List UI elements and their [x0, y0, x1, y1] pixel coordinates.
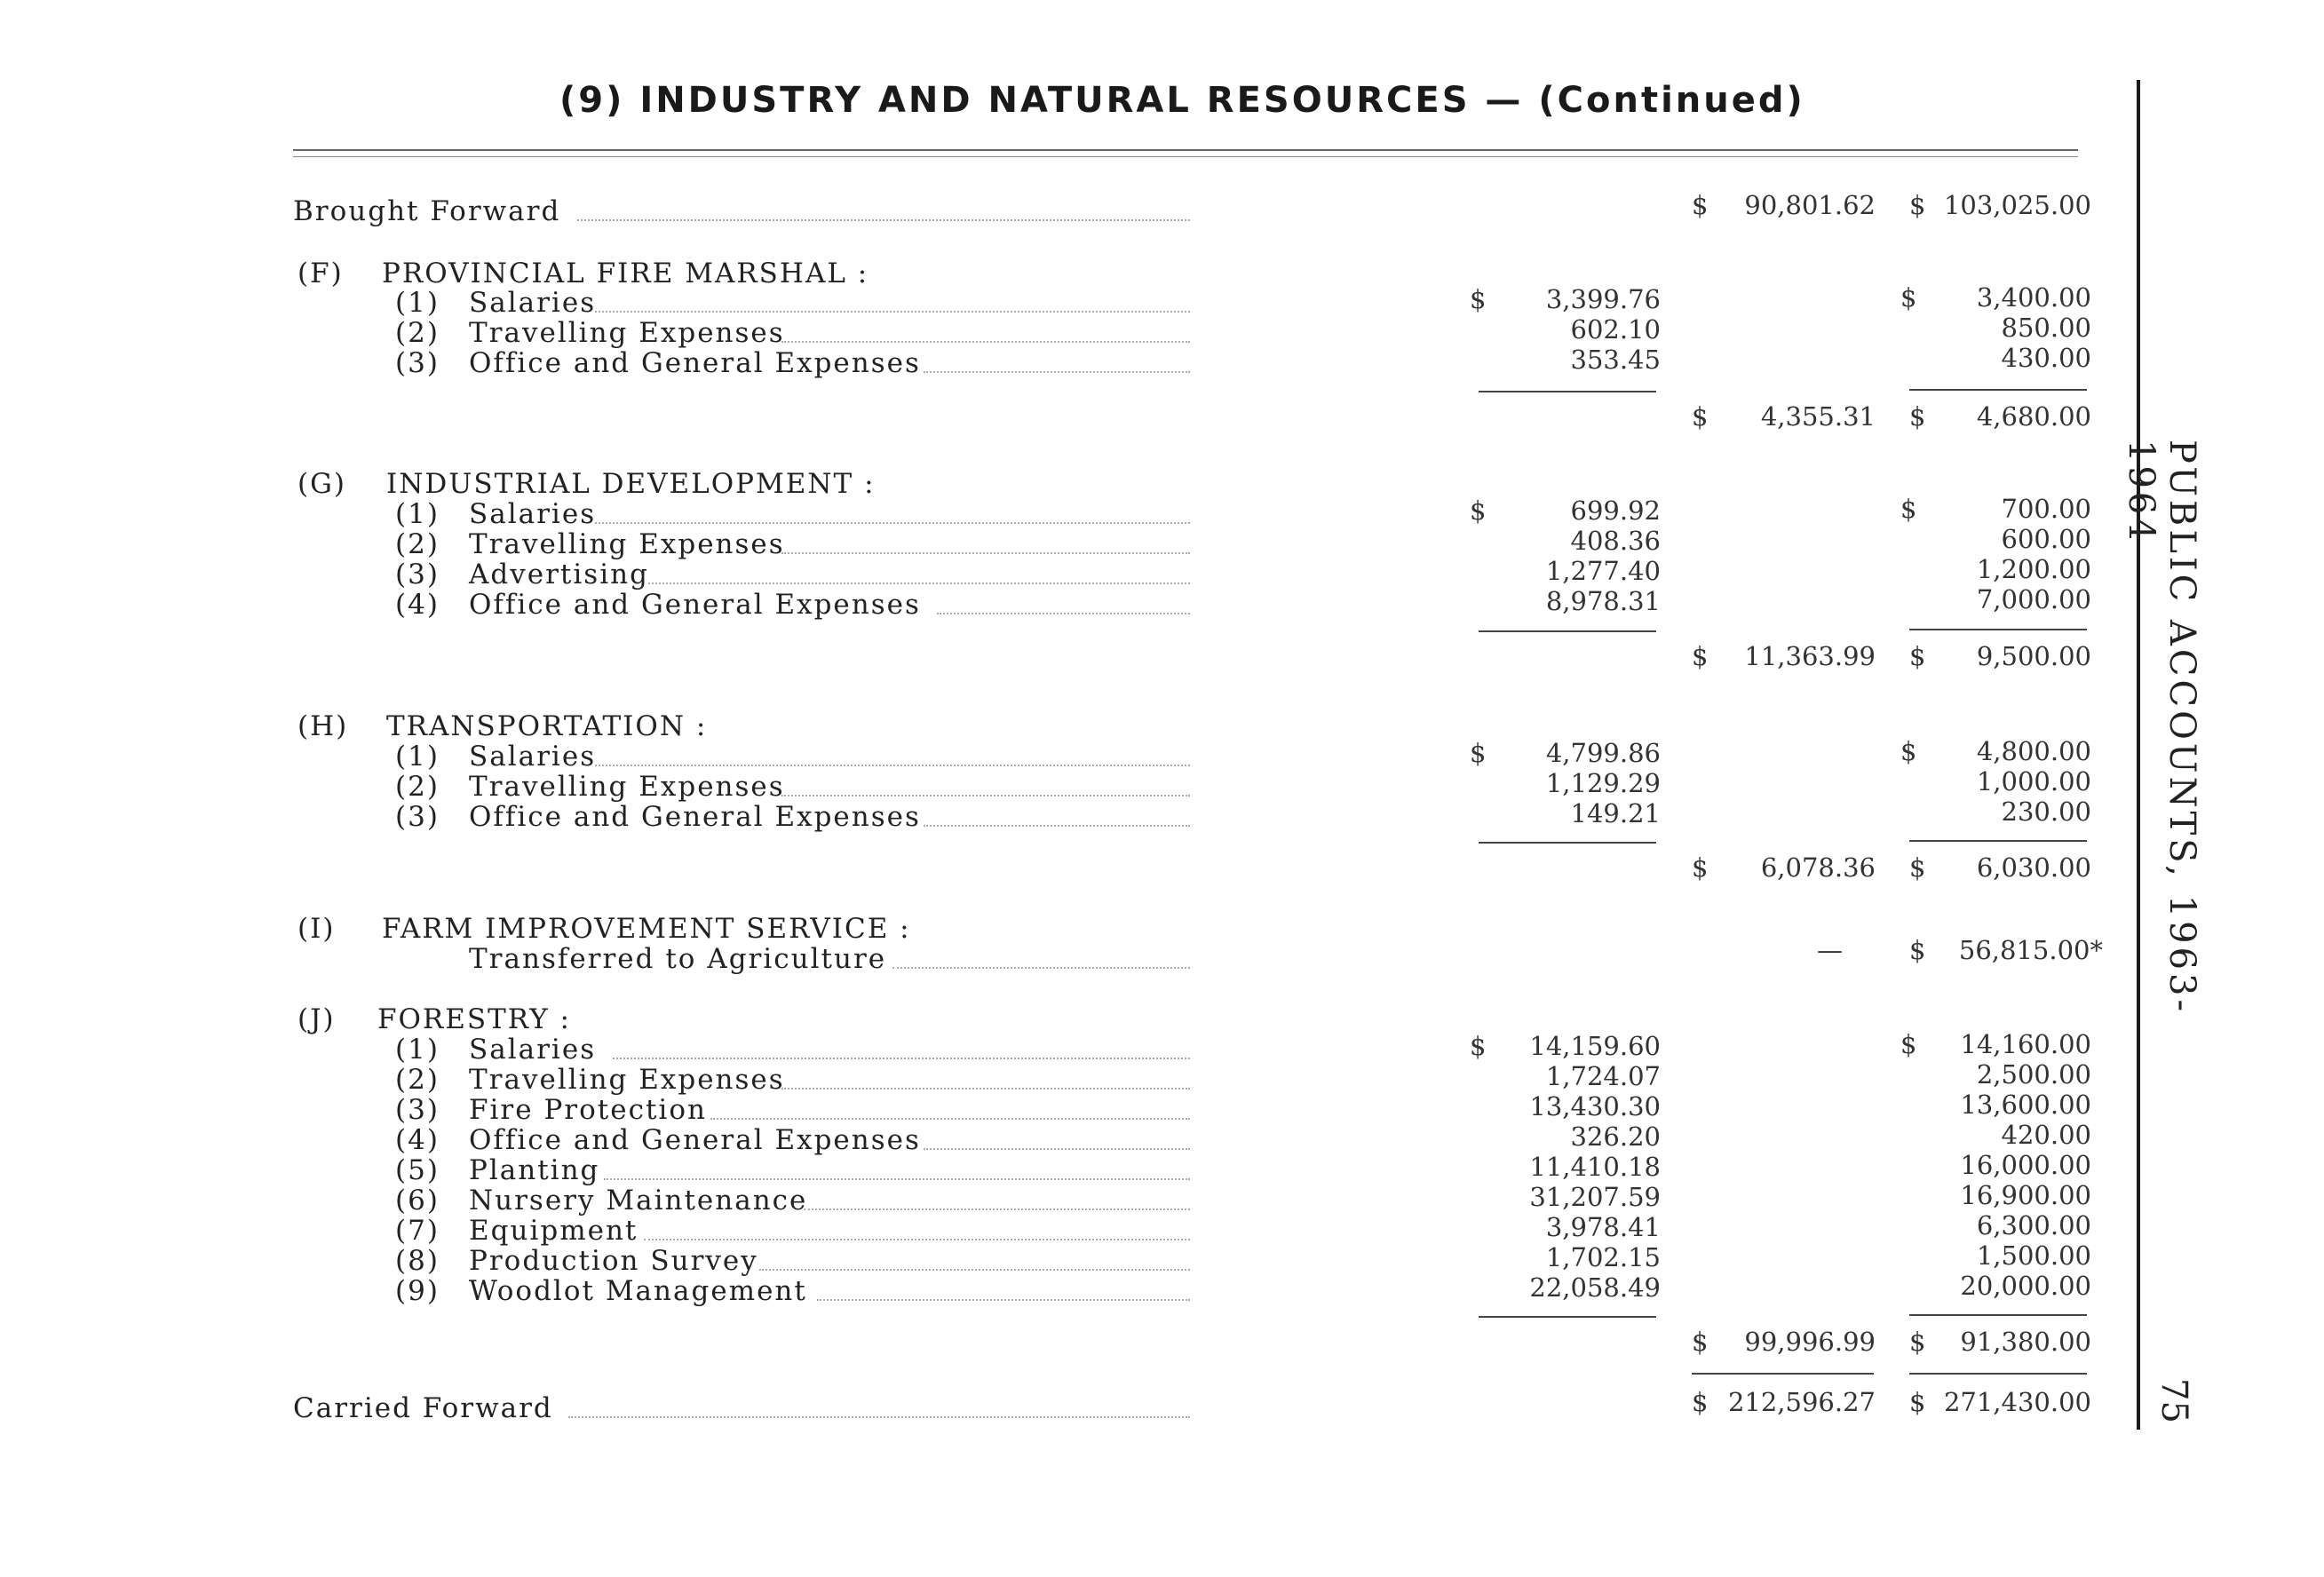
currency-symbol: $: [1909, 852, 1926, 883]
section-total-estimate: 9,500.00: [1976, 641, 2091, 671]
item-estimate: 7,000.00: [1976, 584, 2091, 614]
subtotal-rule: [1479, 842, 1656, 844]
header-rule-top: [293, 149, 2078, 151]
item-estimate: 14,160.00: [1960, 1029, 2091, 1059]
item-number: (2): [395, 317, 440, 349]
section-code: (G): [297, 468, 346, 500]
item-estimate: 1,500.00: [1976, 1240, 2091, 1271]
subtotal-rule: [1909, 840, 2087, 842]
item-actual: 1,702.15: [1545, 1242, 1661, 1272]
total-rule: [1909, 1373, 2087, 1375]
item-number: (1): [395, 498, 440, 530]
item-label: Office and General Expenses: [469, 347, 921, 379]
leader-dots: [804, 1209, 1190, 1210]
currency-symbol: $: [1692, 1327, 1709, 1357]
item-estimate: 4,800.00: [1976, 736, 2091, 766]
leader-dots: [568, 1416, 1190, 1418]
leader-dots: [781, 1088, 1190, 1090]
section-code: (I): [297, 913, 336, 945]
item-actual: 353.45: [1570, 345, 1661, 375]
subtotal-rule: [1909, 389, 2087, 391]
item-number: (4): [395, 589, 440, 621]
item-label: Salaries: [469, 741, 597, 773]
brought-forward-label: Brought Forward: [293, 195, 561, 227]
currency-symbol: $: [1909, 190, 1926, 220]
item-label: Travelling Expenses: [469, 1064, 785, 1096]
margin-rule: [2137, 80, 2140, 1430]
item-actual: 3,978.41: [1545, 1212, 1661, 1242]
carried-forward-actual: 212,596.27: [1727, 1387, 1876, 1417]
currency-symbol: $: [1692, 852, 1709, 883]
item-actual: 602.10: [1570, 314, 1661, 345]
item-actual: 11,410.18: [1529, 1152, 1661, 1182]
total-rule: [1692, 1373, 1874, 1375]
section-total-estimate: 6,030.00: [1976, 852, 2091, 883]
item-label: Nursery Maintenance: [469, 1185, 808, 1216]
currency-symbol: $: [1900, 736, 1917, 766]
item-estimate: 230.00: [2001, 796, 2091, 827]
item-actual: 14,159.60: [1529, 1031, 1661, 1061]
section-total-actual: —: [1817, 935, 1843, 965]
subtotal-rule: [1909, 1314, 2087, 1316]
item-label: Salaries: [469, 498, 597, 530]
subtotal-rule: [1479, 1316, 1656, 1318]
item-number: (2): [395, 771, 440, 803]
item-number: (3): [395, 347, 440, 379]
item-actual: 4,799.86: [1545, 738, 1661, 768]
item-number: (2): [395, 528, 440, 560]
item-number: (1): [395, 1034, 440, 1066]
currency-symbol: $: [1692, 1387, 1709, 1417]
item-number: (3): [395, 559, 440, 590]
item-number: (7): [395, 1215, 440, 1247]
item-number: (4): [395, 1124, 440, 1156]
leader-dots: [924, 1148, 1190, 1150]
currency-symbol: $: [1470, 495, 1487, 526]
item-number: (5): [395, 1154, 440, 1186]
currency-symbol: $: [1909, 401, 1926, 432]
brought-forward-actual: 90,801.62: [1744, 190, 1876, 220]
leader-dots: [781, 341, 1190, 343]
item-estimate: 850.00: [2001, 313, 2091, 343]
subtotal-rule: [1479, 391, 1656, 392]
section-code: (J): [297, 1003, 336, 1035]
item-number: (3): [395, 1094, 440, 1126]
item-label: Salaries: [469, 1034, 597, 1066]
currency-symbol: $: [1900, 1029, 1917, 1059]
section-total-actual: 11,363.99: [1744, 641, 1876, 671]
leader-dots: [613, 1058, 1190, 1059]
item-actual: 408.36: [1570, 526, 1661, 556]
item-label: Office and General Expenses: [469, 589, 921, 621]
item-estimate: 16,000.00: [1960, 1150, 2091, 1180]
currency-symbol: $: [1470, 738, 1487, 768]
item-actual: 326.20: [1570, 1121, 1661, 1152]
section-sub-label: Transferred to Agriculture: [469, 943, 887, 975]
leader-dots: [595, 522, 1190, 524]
item-number: (1): [395, 287, 440, 319]
item-estimate: 1,000.00: [1976, 766, 2091, 796]
item-label: Equipment: [469, 1215, 639, 1247]
leader-dots: [577, 219, 1190, 221]
leader-dots: [595, 311, 1190, 313]
section-code: (F): [297, 258, 344, 289]
item-number: (3): [395, 801, 440, 833]
item-actual: 149.21: [1570, 798, 1661, 828]
item-label: Planting: [469, 1154, 600, 1186]
page-number: 75: [2153, 1378, 2194, 1423]
item-number: (6): [395, 1185, 440, 1216]
leader-dots: [924, 371, 1190, 373]
item-estimate: 1,200.00: [1976, 554, 2091, 584]
item-actual: 1,724.07: [1545, 1061, 1661, 1091]
leader-dots: [817, 1299, 1190, 1301]
section-total-actual: 99,996.99: [1744, 1327, 1876, 1357]
section-total-estimate: 91,380.00: [1960, 1327, 2091, 1357]
currency-symbol: $: [1692, 401, 1709, 432]
item-label: Production Survey: [469, 1245, 758, 1277]
section-total-estimate: 4,680.00: [1976, 401, 2091, 432]
item-label: Travelling Expenses: [469, 317, 785, 349]
section-heading: INDUSTRIAL DEVELOPMENT :: [386, 468, 876, 500]
leader-dots: [892, 967, 1190, 969]
item-actual: 1,129.29: [1545, 768, 1661, 798]
item-actual: 13,430.30: [1529, 1091, 1661, 1121]
section-total-actual: 6,078.36: [1760, 852, 1876, 883]
subtotal-rule: [1479, 630, 1656, 632]
item-estimate: 700.00: [2001, 494, 2091, 524]
leader-dots: [604, 1178, 1190, 1180]
item-number: (2): [395, 1064, 440, 1096]
currency-symbol: $: [1692, 641, 1709, 671]
currency-symbol: $: [1909, 1387, 1926, 1417]
currency-symbol: $: [1909, 1327, 1926, 1357]
item-estimate: 430.00: [2001, 343, 2091, 373]
section-code: (H): [297, 710, 349, 742]
currency-symbol: $: [1900, 494, 1917, 524]
carried-forward-estimate: 271,430.00: [1943, 1387, 2091, 1417]
brought-forward-estimate: 103,025.00: [1943, 190, 2091, 220]
item-label: Salaries: [469, 287, 597, 319]
currency-symbol: $: [1900, 282, 1917, 313]
item-estimate: 2,500.00: [1976, 1059, 2091, 1090]
item-label: Office and General Expenses: [469, 1124, 921, 1156]
item-estimate: 20,000.00: [1960, 1271, 2091, 1301]
leader-dots: [644, 1239, 1190, 1240]
item-label: Woodlot Management: [469, 1275, 807, 1307]
item-label: Fire Protection: [469, 1094, 707, 1126]
item-estimate: 6,300.00: [1976, 1210, 2091, 1240]
item-number: (9): [395, 1275, 440, 1307]
item-actual: 22,058.49: [1529, 1272, 1661, 1303]
subtotal-rule: [1909, 629, 2087, 630]
item-label: Advertising: [469, 559, 649, 590]
leader-dots: [781, 552, 1190, 554]
currency-symbol: $: [1470, 284, 1487, 314]
leader-dots: [937, 613, 1190, 614]
item-actual: 8,978.31: [1545, 586, 1661, 616]
item-actual: 3,399.76: [1545, 284, 1661, 314]
item-actual: 1,277.40: [1545, 556, 1661, 586]
item-number: (8): [395, 1245, 440, 1277]
item-label: Travelling Expenses: [469, 528, 785, 560]
section-heading: PROVINCIAL FIRE MARSHAL :: [382, 258, 869, 289]
item-label: Office and General Expenses: [469, 801, 921, 833]
currency-symbol: $: [1692, 190, 1709, 220]
item-estimate: 420.00: [2001, 1120, 2091, 1150]
leader-dots: [924, 825, 1190, 827]
section-heading: TRANSPORTATION :: [386, 710, 708, 742]
item-actual: 31,207.59: [1529, 1182, 1661, 1212]
currency-symbol: $: [1909, 641, 1926, 671]
section-heading: FARM IMPROVEMENT SERVICE :: [382, 913, 911, 945]
leader-dots: [648, 582, 1190, 584]
section-total-actual: 4,355.31: [1760, 401, 1876, 432]
item-estimate: 600.00: [2001, 524, 2091, 554]
section-total-estimate: 56,815.00*: [1958, 935, 2103, 965]
header-rule-bottom: [293, 156, 2078, 157]
section-heading: FORESTRY :: [377, 1003, 571, 1035]
leader-dots: [781, 795, 1190, 796]
leader-dots: [595, 765, 1190, 766]
currency-symbol: $: [1909, 935, 1926, 965]
item-estimate: 13,600.00: [1960, 1090, 2091, 1120]
page-title: (9) INDUSTRY AND NATURAL RESOURCES — (Continued): [559, 80, 1805, 121]
carried-forward-label: Carried Forward: [293, 1392, 553, 1424]
leader-dots: [710, 1118, 1190, 1120]
item-label: Travelling Expenses: [469, 771, 785, 803]
item-estimate: 16,900.00: [1960, 1180, 2091, 1210]
item-number: (1): [395, 741, 440, 773]
item-estimate: 3,400.00: [1976, 282, 2091, 313]
side-header: PUBLIC ACCOUNTS, 1963-1964: [2121, 440, 2202, 1015]
currency-symbol: $: [1470, 1031, 1487, 1061]
item-actual: 699.92: [1570, 495, 1661, 526]
leader-dots: [759, 1269, 1190, 1271]
